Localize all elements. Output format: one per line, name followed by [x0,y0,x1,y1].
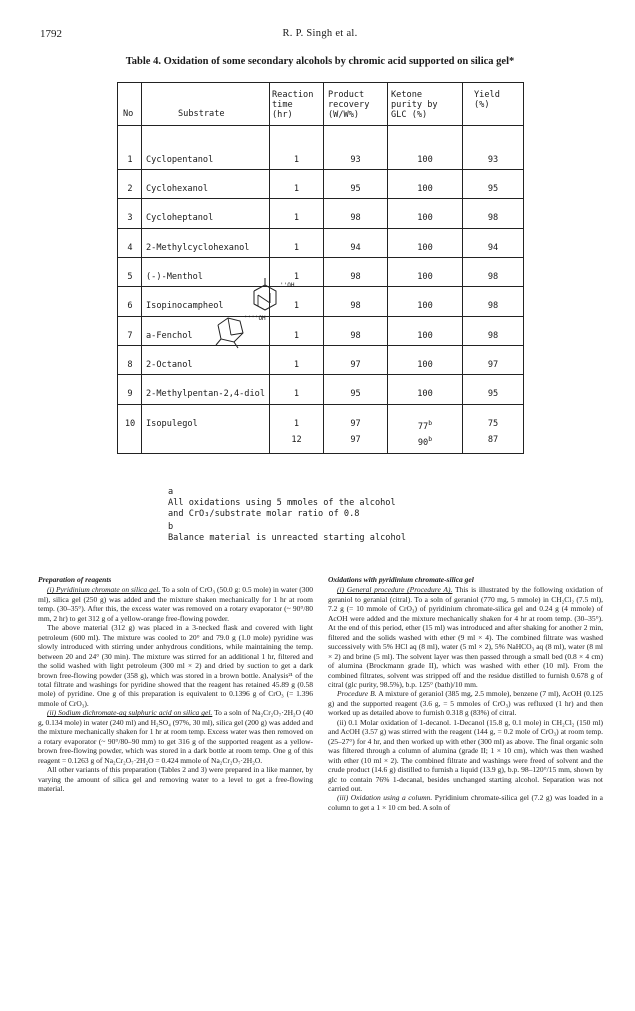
col-header-purity: Ketone purity by GLC (%) [391,90,438,120]
table-cell-purity [388,419,462,432]
paragraph-text: A mixture of geraniol (385 mg, 2.5 mmole), benzene (7 ml), AcOH (0.125 g) and the supported reagent (3.6 g, = 5 mmoles of CrO₃) was refluxed (1 hr) and then worked up as detailed above to furnish 0.318 g (83%) of citral. [328,689,603,718]
row-rule [118,404,523,405]
paragraph-title: (ii) Sodium dichromate-aq sulphuric acid on silica gel. [47,708,213,718]
column-divider [141,83,142,453]
table-cell-no [120,213,140,223]
cell-text: Cycloheptanol [146,213,214,223]
cell-text: 94 [350,243,361,253]
table-cell-yield [463,301,523,311]
cell-text: 93 [487,155,499,165]
paragraph-title: (i) General procedure (Procedure A). [337,585,453,595]
page-header [40,28,600,42]
table-cell-yield [463,272,523,282]
footnote-ref: b [428,435,433,443]
paragraph [38,585,313,623]
cell-text: 10 [124,419,136,429]
table-cell-recovery [324,243,387,253]
paragraph-title: (ii) 0.1 Molar oxidation of 1-decanol. [337,717,451,727]
cell-text: 95 [350,184,361,194]
paragraph: The above material (312 g) was placed in a 3-necked flask and covered with light petroleum (600 ml). The mixture was cooled to 20° and 79.0 g (1.0 mole) pyridine was slowly introduced with stirring under anhydrous conditions, while maintaining the temp. between 20 and 24° (30 min). The mixture was stirred for an additional 1 hr, filtered and the solid washed with light petroleum (300 ml × 2) and dried by suction to get a dark brown free-flowing powder (358 g), which was stored in a brown bottle. Analysis²¹ of the total filtrate and washings for pyridine showed that the reagent has retained 45.89 g (0.58 mole) of pyridine. One g of this preparation is equivalent to 0.1396 g of CrO₃ (= 1.396 mmole of CrO₃). [38,623,313,708]
paragraph [328,585,603,689]
table-cell-time [270,213,323,223]
cell-text: 1 [293,243,300,253]
row-rule [118,374,523,375]
cell-text: 2-Methylcyclohexanol [146,243,250,253]
table-cell-recovery [324,301,387,311]
col-header-yield: Yield (%) [474,90,500,110]
cell-text: 94 [487,243,499,253]
table-cell-yield [463,435,523,445]
cell-text: 1 [127,155,133,165]
row-rule [118,198,523,199]
table-cell-no [120,331,140,341]
cell-text: 98 [487,331,499,341]
table-cell-substrate [146,155,266,165]
cell-text: 98 [350,331,361,341]
paragraph-title: Procedure B. [337,689,377,699]
cell-text: 2-Octanol [146,360,193,370]
cell-text: 95 [487,184,499,194]
cell-text: 1 [293,301,300,311]
cell-text: Cyclohexanol [146,184,209,194]
cell-text: 98 [487,272,499,282]
footnote-a-line2: and CrO₃/substrate molar ratio of 0.8 [168,509,360,519]
table-footnotes [168,487,548,544]
footnote-a-line1: All oxidations using 5 mmoles of the alcohol [168,498,396,508]
paragraph [328,689,603,717]
paragraph [38,708,313,765]
cell-text: 1 [293,419,300,429]
cell-text: 98 [350,272,361,282]
page-number: 1792 [40,28,62,40]
row-rule [118,316,523,317]
table-cell-yield [463,360,523,370]
table-cell-recovery [324,435,387,445]
cell-text: 1 [293,155,300,165]
footnote-b-line: Balance material is unreacted starting alcohol [168,533,406,543]
cell-text: 95 [487,389,499,399]
table-cell-substrate [146,184,266,194]
table-cell-yield [463,155,523,165]
table-caption: Table 4. Oxidation of some secondary alcohols by chromic acid supported on silica gel* [125,56,515,67]
row-rule [118,169,523,170]
table-cell-yield [463,184,523,194]
table-cell-no [120,419,140,429]
cell-text: 100 [417,272,433,282]
footnote-ref: b [428,419,433,427]
paragraph-text: 1-Decanol (15.8 g, 0.1 mole) in CH₂Cl₂ (150 ml) and AcOH (3.57 g) was stirred with the reagent (144 g, = 0.2 mole of CrO₃) at room temp. (25–27°) for 4 hr, and then worked up with ether (300 ml) as above. The final organic soln was filtered through a column of alumina (grade II; 1 × 10 cm), which was then washed with ether (10 ml × 2). The combined filtrate and washings were freed of solvent and the crude product (14.6 g) distilled to furnish a liquid (13.9 g), b.p. 98–120°/15 mm, shown by glc to contain 76% 1-decanal, besides unchanged starting alcohol. Separation was not carried out. [328,717,603,793]
table-cell-recovery [324,272,387,282]
cell-text: 1 [293,389,300,399]
results-table [117,82,524,454]
cell-text: 100 [417,184,433,194]
table-cell-recovery [324,184,387,194]
table-cell-time [270,243,323,253]
table-cell-yield [463,389,523,399]
cell-text: 100 [417,360,433,370]
cell-text: 100 [417,389,433,399]
table-cell-time [270,360,323,370]
cell-text: 97 [487,360,499,370]
header-rule [118,125,523,126]
table-cell-recovery [324,360,387,370]
table-cell-no [120,155,140,165]
table-cell-purity [388,184,462,194]
table-cell-yield [463,331,523,341]
cell-text: 9 [127,389,133,399]
cell-text: Cyclopentanol [146,155,214,165]
table-cell-purity [388,213,462,223]
cell-text: 98 [487,213,499,223]
table-cell-substrate [146,419,266,429]
table-cell-time [270,331,323,341]
cell-text: 100 [417,155,433,165]
cell-text: a-Fenchol [146,331,193,341]
table-cell-purity [388,360,462,370]
table-cell-yield [463,419,523,429]
table-cell-no [120,243,140,253]
cell-text: 98 [350,301,361,311]
cell-text: 98 [487,301,499,311]
cell-text: 90 [417,437,429,448]
cell-text: 100 [417,243,433,253]
paragraph-text: Pyridinium chromate-silica gel (7.2 g) was loaded in a column to get a 1 × 10 cm bed. A soln of [328,793,603,812]
table-cell-no [120,360,140,370]
cell-text: 1 [293,272,300,282]
paragraph-text: This is illustrated by the following oxidation of geraniol to geranial (citral). To a soln of geraniol (770 mg, 5 mmole) in CH₂Cl₂ (7.5 ml), 7.2 g (= 10 mmole of CrO₃) of pyridinium chromate-silica gel and 0.24 g (4 mmole) of AcOH were added and the mixture mechanically shaken for 4 hr at room temp. (30–35°). At the end of this period, ether (15 ml) was introduced and after shaking for another 2 min, filtered and the solids washed with ether (9 ml × 4). The combined filtrate was washed successively with 5% HCl aq (8 ml), water (5 ml × 2), 5% NaHCO₃ aq (8 ml), water (8 ml × 2) and brine (5 ml). The solvent layer was then passed through a small bed (0.8 × 4 cm) of alumina (Brockmann grade II), which was washed with ether (10 ml). From the combined filtrates, solvent was stripped off and the residue distilled to furnish 0.678 g of citral (glc purity, 98.5%), b.p. 125° (bath)/10 mm. [328,585,603,689]
table-cell-substrate [146,243,266,253]
table-cell-no [120,389,140,399]
table-cell-time [270,184,323,194]
col-header-substrate: Substrate [178,109,225,119]
footnote-b-mark: b [168,522,174,532]
table-cell-recovery [324,389,387,399]
table-cell-recovery [324,331,387,341]
cell-text: 97 [350,435,361,445]
table-cell-recovery [324,155,387,165]
cell-text: Isopulegol [146,419,198,429]
cell-text: 100 [417,301,433,311]
cell-text: 75 [487,419,499,429]
fenchol-oh-label: ''''OH [244,315,266,322]
cell-text: 87 [487,435,499,445]
cell-text: 77 [417,421,429,432]
right-column [328,575,603,812]
table-cell-purity [388,155,462,165]
cell-text: 2-Methylpentan-2,4-diol [146,389,265,399]
table-cell-purity [388,389,462,399]
cell-text: 97 [350,360,361,370]
col-header-recovery: Product recovery (W/W%) [328,90,370,120]
cell-text: 3 [127,213,133,223]
table-cell-purity [388,243,462,253]
cell-text: 7 [127,331,133,341]
table-cell-recovery [324,213,387,223]
paragraph: All other variants of this preparation (Tables 2 and 3) were prepared in a like manner, by varying the amount of silica gel and removing water to a level to get a free-flowing material. [38,765,313,793]
left-column [38,575,313,793]
cell-text: 97 [350,419,361,429]
table-cell-purity [388,272,462,282]
cell-text: 93 [350,155,361,165]
section-heading: Preparation of reagents [38,575,112,584]
cell-text: 1 [293,331,300,341]
paragraph [328,793,603,812]
cell-text: 4 [127,243,133,253]
paragraph [328,718,603,794]
table-cell-no [120,301,140,311]
cell-text: 6 [127,301,133,311]
cell-text: 95 [350,389,361,399]
table-cell-yield [463,213,523,223]
isopinocampheol-oh-label: ''OH [280,282,295,289]
cell-text: 100 [417,213,433,223]
cell-text: (-)-Menthol [146,272,203,282]
col-header-time: Reaction time (hr) [272,90,314,120]
table-cell-purity [388,301,462,311]
table-cell-no [120,272,140,282]
table-cell-time [270,155,323,165]
row-rule [118,228,523,229]
table-cell-time [270,419,323,429]
cell-text: 98 [350,213,361,223]
paragraph-title: (i) Pyridinium chromate on silica gel. [47,585,161,595]
row-rule [118,345,523,346]
paragraph-text: To a soln of Na₂Cr₂O₇·2H₂O (40 g, 0.134 mole) in water (240 ml) and H₂SO₄ (97%, 30 ml), silica gel (200 g) was added and the mixture mechanically shaken for 1 hr at room temp. Excess water was then removed on a rotary evaporator (~ 90°/80–90 mm) to get 316 g of the supported reagent as a yellow-brown free-flowing powder, which was stored in a dark bottle at room temp. One g of this reagent = 0.1263 g of Na₂Cr₂O₇·2H₂O = 0.424 mmole of Na₂Cr₂O₇·2H₂O. [38,708,313,765]
footnote-a-mark: a [168,487,174,497]
table-cell-purity [388,435,462,448]
table-cell-substrate [146,360,266,370]
row-rule [118,286,523,287]
cell-text: 2 [127,184,133,194]
section-heading: Oxidations with pyridinium chromate-silica gel [328,575,474,584]
paragraph-title: (iii) Oxidation using a column. [337,793,433,803]
cell-text: 1 [293,213,300,223]
table-cell-time [270,389,323,399]
cell-text: 8 [127,360,133,370]
table-cell-no [120,184,140,194]
table-cell-recovery [324,419,387,429]
paragraph-text: To a soln of CrO₃ (50.0 g: 0.5 mole) in water (300 ml), silica gel (250 g) was added and the mixture shaken mechanically for 1 hr at room temp. (30–35°). After this, the excess water was removed on a rotary evaporator (~ 90°/80 mm, 2 hr) to get 312 g of a yellow-orange free-flowing powder. [38,585,313,623]
cell-text: 1 [293,184,300,194]
col-header-no: No [123,109,134,119]
table-cell-yield [463,243,523,253]
table-cell-substrate [146,389,266,399]
cell-text: 5 [127,272,133,282]
row-rule [118,257,523,258]
table-cell-purity [388,331,462,341]
cell-text: 100 [417,331,433,341]
table-cell-time [270,435,323,445]
cell-text: 12 [291,435,302,445]
running-head: R. P. Singh et al. [282,28,358,39]
table-cell-substrate [146,213,266,223]
cell-text: 1 [293,360,300,370]
cell-text: Isopinocampheol [146,301,224,311]
